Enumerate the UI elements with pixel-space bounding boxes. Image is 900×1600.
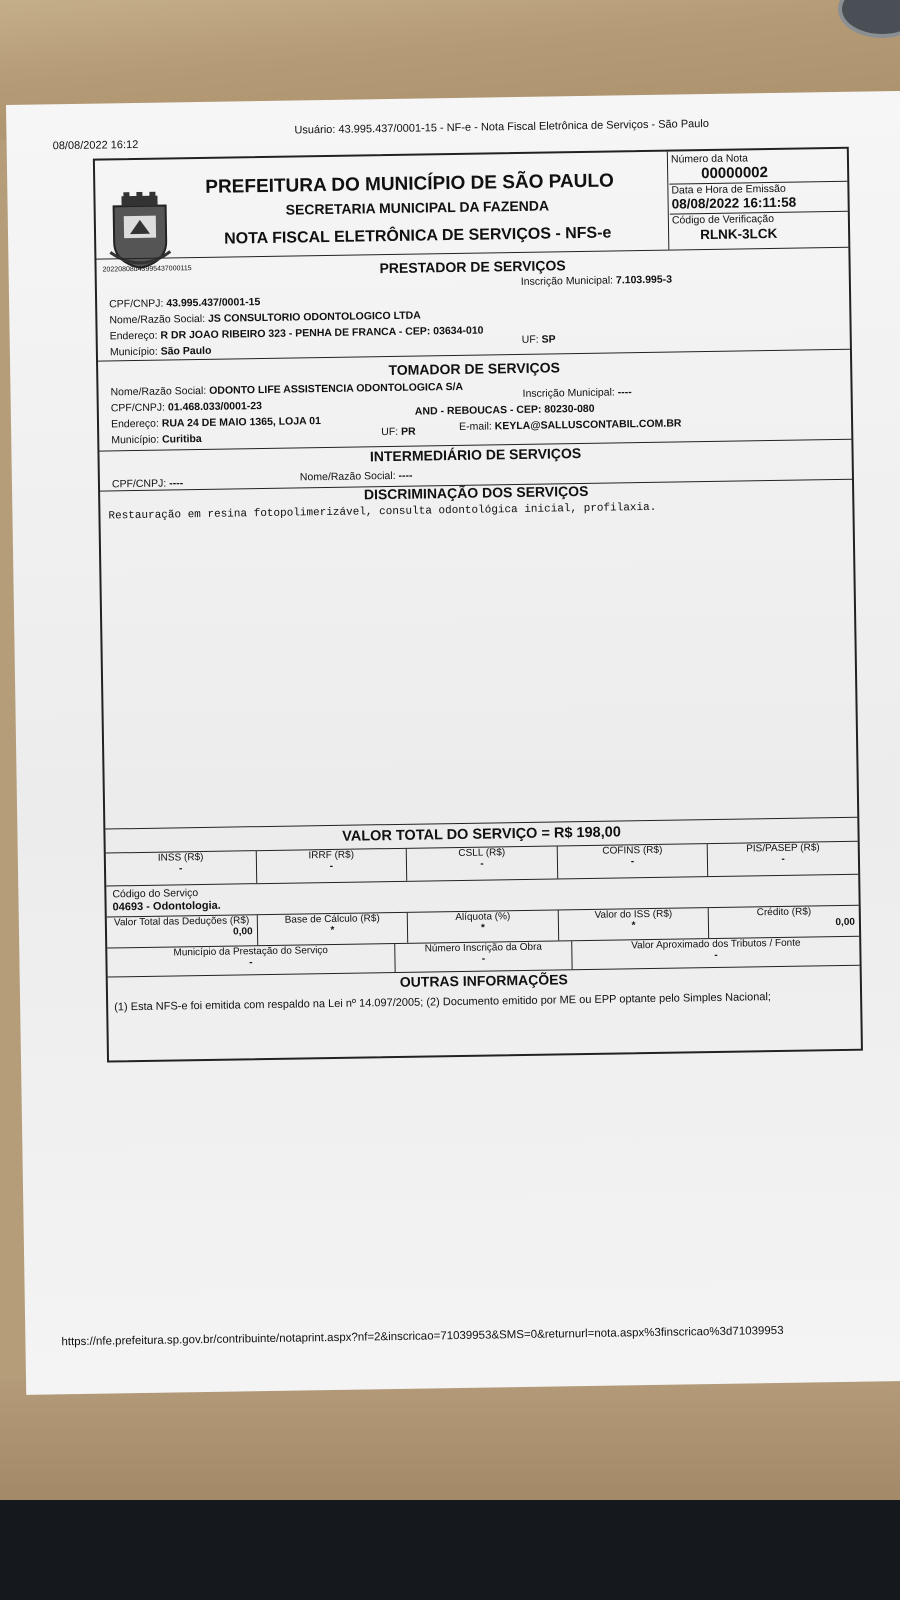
data-value: 08/08/2022 16:11:58 [671, 194, 797, 212]
numero-value: 00000002 [701, 164, 769, 183]
prestador-im: Inscrição Municipal: 7.103.995-3 [520, 273, 673, 288]
prestador-uf: UF: SP [521, 333, 556, 346]
prestador-nome: Nome/Razão Social: JS CONSULTORIO ODONTOLOGICO LTDA [109, 309, 421, 327]
calc-base: Base de Cálculo (R$) * [257, 913, 408, 945]
intermediario-cpf: CPF/CNPJ: ---- [111, 477, 184, 491]
servico-value: 04693 - Odontologia. [112, 899, 221, 914]
calc-aliquota: Alíquota (%) * [408, 910, 559, 942]
title-prefeitura: PREFEITURA DO MUNICÍPIO DE SÃO PAULO [205, 170, 614, 198]
codigo-value: RLNK-3LCK [700, 225, 778, 243]
calc-deducoes: Valor Total das Deduções (R$) 0,00 [107, 915, 258, 947]
calc-credito: Crédito (R$) 0,00 [756, 906, 855, 929]
print-datetime: 08/08/2022 16:12 [52, 138, 139, 153]
tributo-csll: CSLL (R$) - [407, 846, 558, 880]
inscricao-obra: Número Inscrição da Obra - [395, 941, 573, 972]
tomador-heading: TOMADOR DE SERVIÇOS [388, 359, 561, 379]
tributo-cofins: COFINS (R$) - [557, 844, 708, 878]
invoice-paper [6, 91, 900, 1395]
tomador-municipio: Município: Curitiba [111, 432, 202, 447]
prestador-municipio: Município: São Paulo [109, 344, 212, 359]
discriminacao-heading: DISCRIMINAÇÃO DOS SERVIÇOS [363, 482, 589, 503]
print-user-line: Usuário: 43.995.437/0001-15 - NF-e - Nota Fiscal Eletrônica de Serviços - São Paulo [294, 117, 710, 137]
tomador-cpf: CPF/CNPJ: 01.468.033/0001-23 [110, 400, 263, 415]
municipio-prestacao: Município da Prestação do Serviço - [107, 944, 395, 977]
tomador-email: E-mail: KEYLA@SALLUSCONTABIL.COM.BR [459, 417, 682, 433]
prestador-cpf: CPF/CNPJ: 43.995.437/0001-15 [109, 296, 261, 311]
dark-cloth [0, 1500, 900, 1600]
footer-url: https://nfe.prefeitura.sp.gov.br/contribuinte/notaprint.aspx?nf=2&inscricao=71039953&SMS=0&returnurl=nota.aspx%3finscricao%3d71039953 [61, 1324, 784, 1349]
title-secretaria: SECRETARIA MUNICIPAL DA FAZENDA [285, 197, 550, 218]
table-surface-bottom [0, 1380, 900, 1500]
outras-text: (1) Esta NFS-e foi emitida com respaldo na Lei nº 14.097/2005; (2) Documento emitido por ME ou EPP optante pelo Simples Nacional; [114, 991, 772, 1014]
numero-label: Número da Nota [670, 152, 749, 166]
tributo-irrf: IRRF (R$) - [256, 849, 407, 883]
discriminacao-text: Restauração em resina fotopolimerizável, consulta odontológica inicial, profilaxia. [108, 501, 657, 523]
valor-total: VALOR TOTAL DO SERVIÇO = R$ 198,00 [342, 824, 621, 845]
prestador-heading: PRESTADOR DE SERVIÇOS [379, 257, 566, 277]
servico-label: Código do Serviço [112, 887, 199, 901]
barcode-text: 20220808u43995437000115 [102, 265, 192, 274]
tomador-endereco-cont: AND - REBOUCAS - CEP: 80230-080 [414, 402, 595, 418]
prestador-endereco: Endereço: R DR JOAO RIBEIRO 323 - PENHA DE FRANCA - CEP: 03634-010 [109, 324, 484, 343]
data-label: Data e Hora de Emissão [671, 182, 786, 197]
calc-iss: Valor do ISS (R$) * [559, 908, 710, 940]
outras-heading: OUTRAS INFORMAÇÕES [399, 971, 568, 990]
tomador-nome: Nome/Razão Social: ODONTO LIFE ASSISTENCIA ODONTOLOGICA S/A [110, 380, 464, 399]
tomador-endereco: Endereço: RUA 24 DE MAIO 1365, LOJA 01 [110, 415, 322, 431]
codigo-label: Código de Verificação [671, 212, 775, 227]
intermediario-nome: Nome/Razão Social: ---- [299, 469, 413, 484]
invoice-frame [93, 147, 863, 1063]
title-nfse: NOTA FISCAL ELETRÔNICA DE SERVIÇOS - NFS-e [223, 224, 612, 248]
intermediario-heading: INTERMEDIÁRIO DE SERVIÇOS [369, 445, 582, 465]
tomador-im: Inscrição Municipal: ---- [522, 386, 632, 400]
tributo-inss: INSS (R$) - [106, 851, 257, 885]
tributo-pis: PIS/PASEP (R$) - [746, 842, 820, 865]
tomador-uf: UF: PR [381, 425, 416, 439]
tributos-aproximados: Valor Aproximado dos Tributos / Fonte - [631, 937, 801, 961]
